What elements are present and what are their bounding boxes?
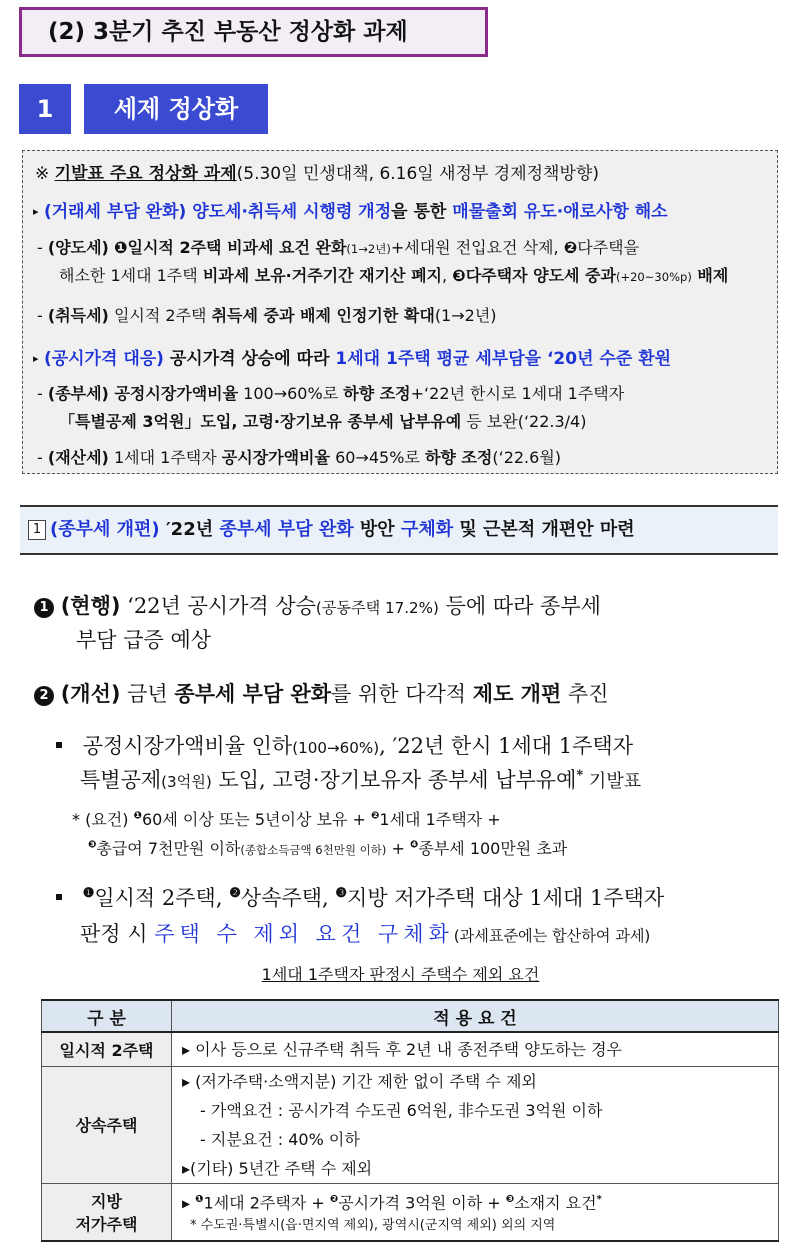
summary-item-1-line-1 xyxy=(37,235,639,258)
square-bullet-icon xyxy=(56,894,62,900)
note-line-2 xyxy=(88,836,567,859)
table-row xyxy=(42,1032,779,1066)
summary-item-3-line-1 xyxy=(37,381,624,404)
point-text: 금년 xyxy=(120,682,175,706)
footnote-mark: * xyxy=(72,810,80,829)
table-row xyxy=(42,1066,779,1183)
sub-text: 지방 저가주택 대상 1세대 1주택자 xyxy=(347,886,665,910)
sub-header xyxy=(20,505,778,555)
item-small: (1→2년) xyxy=(346,242,391,256)
summary-item-3-line-2 xyxy=(59,409,586,432)
item-text: 해소한 1세대 1주택 xyxy=(59,266,203,285)
table-cell-category: 상속주택 xyxy=(42,1066,172,1183)
item-bold: 비과세 보유·거주기간 재기산 폐지 xyxy=(202,266,442,285)
table-cell-requirements xyxy=(172,1183,779,1241)
item-bold: 취득세 중과 배제 인정기한 확대 xyxy=(211,306,435,325)
square-bullet-icon xyxy=(56,742,62,748)
item-text: +세대원 전입요건 삭제, xyxy=(390,238,564,257)
requirement-text: 공시가격 3억원 이하 + xyxy=(338,1193,506,1213)
point-label: (개선) xyxy=(60,682,121,706)
category-line: 저가주택 xyxy=(75,1214,138,1234)
sub-bullet-2-line-1 xyxy=(56,882,664,912)
item-text: 다주택을 xyxy=(577,238,640,257)
item-small: (+20~30%p) xyxy=(615,270,692,284)
note-mark: ※ xyxy=(35,164,50,184)
sub-header-blue: 구체화 xyxy=(400,519,454,540)
item-bold: 배제 xyxy=(691,266,729,285)
bullet-connector: 을 통한 xyxy=(391,202,453,222)
table-cell-category: 일시적 2주택 xyxy=(42,1032,172,1066)
requirement-line: - 가액요건 : 공시가격 수도권 6억원, 非수도권 3억원 이하 xyxy=(200,1100,603,1120)
sub-text: 기발표 xyxy=(583,771,642,792)
section-title: 세제 정상화 xyxy=(84,84,268,134)
table-caption-text: 1세대 1주택자 판정시 주택수 제외 요건 xyxy=(261,965,540,984)
table-cell-category xyxy=(42,1183,172,1241)
summary-bullet-2 xyxy=(33,344,671,369)
category-line: 지방 xyxy=(91,1191,122,1211)
item-text: (‘22.6월) xyxy=(492,448,562,467)
table-header-requirements: 적 용 요 건 xyxy=(172,1000,779,1032)
point-text: ‘22년 공시가격 상승 xyxy=(120,594,316,618)
sub-text: 판정 시 xyxy=(80,922,155,946)
footnote-mark: * xyxy=(596,1194,602,1206)
bullet-tail: 매물출회 유도·애로사항 해소 xyxy=(452,202,668,222)
sub-small: (3억원) xyxy=(161,773,212,791)
bullet-label: (거래세 부담 완화) xyxy=(43,202,187,222)
item-bold: 다주택자 양도세 중과 xyxy=(465,266,616,285)
circled-number: ❶ xyxy=(113,238,128,257)
circled-number: ❷ xyxy=(329,1194,339,1206)
sub-header-text: ′22년 xyxy=(159,519,220,540)
requirement-text: 1세대 2주택자 + xyxy=(203,1193,330,1213)
note-text: (요건) xyxy=(80,810,134,829)
item-text: 60→45%로 xyxy=(329,448,425,467)
summary-box xyxy=(22,150,778,474)
point-text: 등에 따라 종부세 xyxy=(438,594,601,618)
section-number: 1 xyxy=(19,84,71,134)
sub-header-text: 및 근본적 개편안 마련 xyxy=(453,519,635,540)
sub-blue: 주택 수 제외 요건 구체화 xyxy=(154,922,454,946)
triangle-bullet-icon: ▸ xyxy=(182,1193,191,1213)
sub-header-label: (종부세 개편) xyxy=(50,519,160,540)
circled-number: ❶ xyxy=(195,1194,204,1206)
circled-number-icon: 1 xyxy=(34,598,54,618)
sub-bullet-2-line-2 xyxy=(80,918,650,948)
summary-header xyxy=(35,159,599,184)
circled-number-icon: 2 xyxy=(34,686,54,706)
summary-header-rest: (5.30일 민생대책, 6.16일 새정부 경제정책방향) xyxy=(236,164,599,184)
triangle-bullet-icon: ▸ xyxy=(33,205,39,218)
boxed-number: 1 xyxy=(28,520,46,540)
summary-header-bold: 기발표 주요 정상화 과제 xyxy=(54,164,237,184)
triangle-bullet-icon: ▸ xyxy=(33,352,39,365)
item-text: 100→60%로 xyxy=(238,384,344,403)
requirement-line: ▸ 이사 등으로 신규주택 취득 후 2년 내 종전주택 양도하는 경우 xyxy=(182,1039,623,1059)
item-text: 일시적 2주택 xyxy=(108,306,212,325)
item-bold: 공정시장가액비율 xyxy=(108,384,239,403)
item-text: , xyxy=(442,266,453,285)
point-bold: 종부세 부담 완화 xyxy=(174,682,332,706)
note-small: (종합소득금액 6천만원 이하) xyxy=(240,843,387,857)
table-caption xyxy=(0,962,801,985)
bullet-label: (공시가격 대응) xyxy=(43,349,164,369)
requirement-text: 소재지 요건 xyxy=(514,1193,597,1213)
item-text: (1→2년) xyxy=(434,306,497,325)
sub-text: 공정시장가액비율 인하 xyxy=(82,734,293,758)
item-text: +‘22년 한시로 1세대 1주택자 xyxy=(410,384,625,403)
requirement-note: * 수도권·특별시(읍·면지역 제외), 광역시(군지역 제외) 외의 지역 xyxy=(190,1218,556,1234)
note-line-1 xyxy=(72,807,501,830)
item-label: (재산세) xyxy=(47,448,109,467)
sub-text: , ′22년 한시 1세대 1주택자 xyxy=(379,734,633,758)
item-label: (양도세) xyxy=(47,238,109,257)
sub-text: 일시적 2주택, xyxy=(94,886,230,910)
point-bold: 제도 개편 xyxy=(472,682,562,706)
point-small: (공동주택 17.2%) xyxy=(315,599,439,617)
note-text: 60세 이상 또는 5년이상 보유 + xyxy=(141,810,371,829)
sub-text: 도입, 고령·장기보유자 종부세 납부유예 xyxy=(211,768,577,792)
table-cell-requirements xyxy=(172,1032,779,1066)
point-2-line-1 xyxy=(34,678,609,708)
sub-small: (100→60%) xyxy=(292,739,380,757)
dash: - xyxy=(37,384,43,403)
requirement-line: ▸ (저가주택·소액지분) 기간 제한 없이 주택 수 제외 xyxy=(182,1071,537,1091)
table-header-row xyxy=(42,1000,779,1032)
circled-number: ❷ xyxy=(371,810,380,822)
bullet-tail: 1세대 1주택 평균 세부담을 ‘20년 수준 환원 xyxy=(335,349,672,369)
requirement-line: - 지분요건 : 40% 이하 xyxy=(200,1129,360,1149)
item-bold: 일시적 2주택 비과세 요건 완화 xyxy=(127,238,347,257)
circled-number: ❸ xyxy=(452,266,466,285)
bullet-mid: 양도세·취득세 시행령 개정 xyxy=(186,202,392,222)
dash: - xyxy=(37,448,43,467)
sub-header-blue: 종부세 부담 완화 xyxy=(219,519,354,540)
sub-small: (과세표준에는 합산하여 과세) xyxy=(453,927,651,945)
table-row xyxy=(42,1183,779,1241)
table-header-category: 구 분 xyxy=(42,1000,172,1032)
circled-number: ❸ xyxy=(335,886,348,901)
circled-number: ❷ xyxy=(229,886,241,901)
point-label: (현행) xyxy=(60,594,121,618)
summary-bullet-1 xyxy=(33,197,668,222)
point-text: 를 위한 다각적 xyxy=(331,682,473,706)
item-label: (종부세) xyxy=(47,384,109,403)
point-1-line-1 xyxy=(34,590,601,620)
requirement-line: ▸(기타) 5년간 주택 수 제외 xyxy=(182,1158,373,1178)
point-1-line-2: 부담 급증 예상 xyxy=(76,628,212,652)
note-text: 총급여 7천만원 이하 xyxy=(96,839,241,858)
item-bold: 하향 조정 xyxy=(343,384,411,403)
footnote-mark: * xyxy=(576,768,584,783)
circled-number: ❷ xyxy=(563,238,578,257)
circled-number: ❹ xyxy=(409,839,419,851)
summary-item-4 xyxy=(37,445,561,468)
item-bold: 「특별공제 3억원」도입, 고령·장기보유 종부세 납부유예 xyxy=(59,412,462,431)
sub-text: 특별공제 xyxy=(80,768,162,792)
requirement-line xyxy=(182,1187,778,1216)
page-title: (2) 3분기 추진 부동산 정상화 과제 xyxy=(19,7,488,57)
summary-item-1-line-2 xyxy=(59,263,728,286)
dash: - xyxy=(37,306,43,325)
sub-text: 상속주택, xyxy=(240,886,336,910)
point-text: 추진 xyxy=(561,682,609,706)
sub-header-text: 방안 xyxy=(353,519,401,540)
circled-number: ❶ xyxy=(133,810,142,822)
note-text: + xyxy=(386,839,410,858)
item-bold: 하향 조정 xyxy=(424,448,493,467)
circled-number: ❸ xyxy=(505,1194,515,1206)
item-bold: 공시장가액비율 xyxy=(221,448,330,467)
note-text: 종부세 100만원 초과 xyxy=(418,839,568,858)
dash: - xyxy=(37,238,43,257)
sub-bullet-1-line-2 xyxy=(80,764,641,794)
sub-bullet-1-line-1 xyxy=(56,730,633,760)
note-text: 1세대 1주택자 + xyxy=(379,810,501,829)
circled-number: ❶ xyxy=(82,886,95,901)
bullet-mid: 공시가격 상승에 따라 xyxy=(163,349,336,369)
table-cell-requirements xyxy=(172,1066,779,1183)
circled-number: ❸ xyxy=(88,839,97,851)
requirements-table xyxy=(41,999,779,1242)
item-text: 등 보완(‘22.3/4) xyxy=(461,412,587,431)
summary-item-2 xyxy=(37,303,497,326)
item-label: (취득세) xyxy=(47,306,109,325)
item-text: 1세대 1주택자 xyxy=(108,448,222,467)
